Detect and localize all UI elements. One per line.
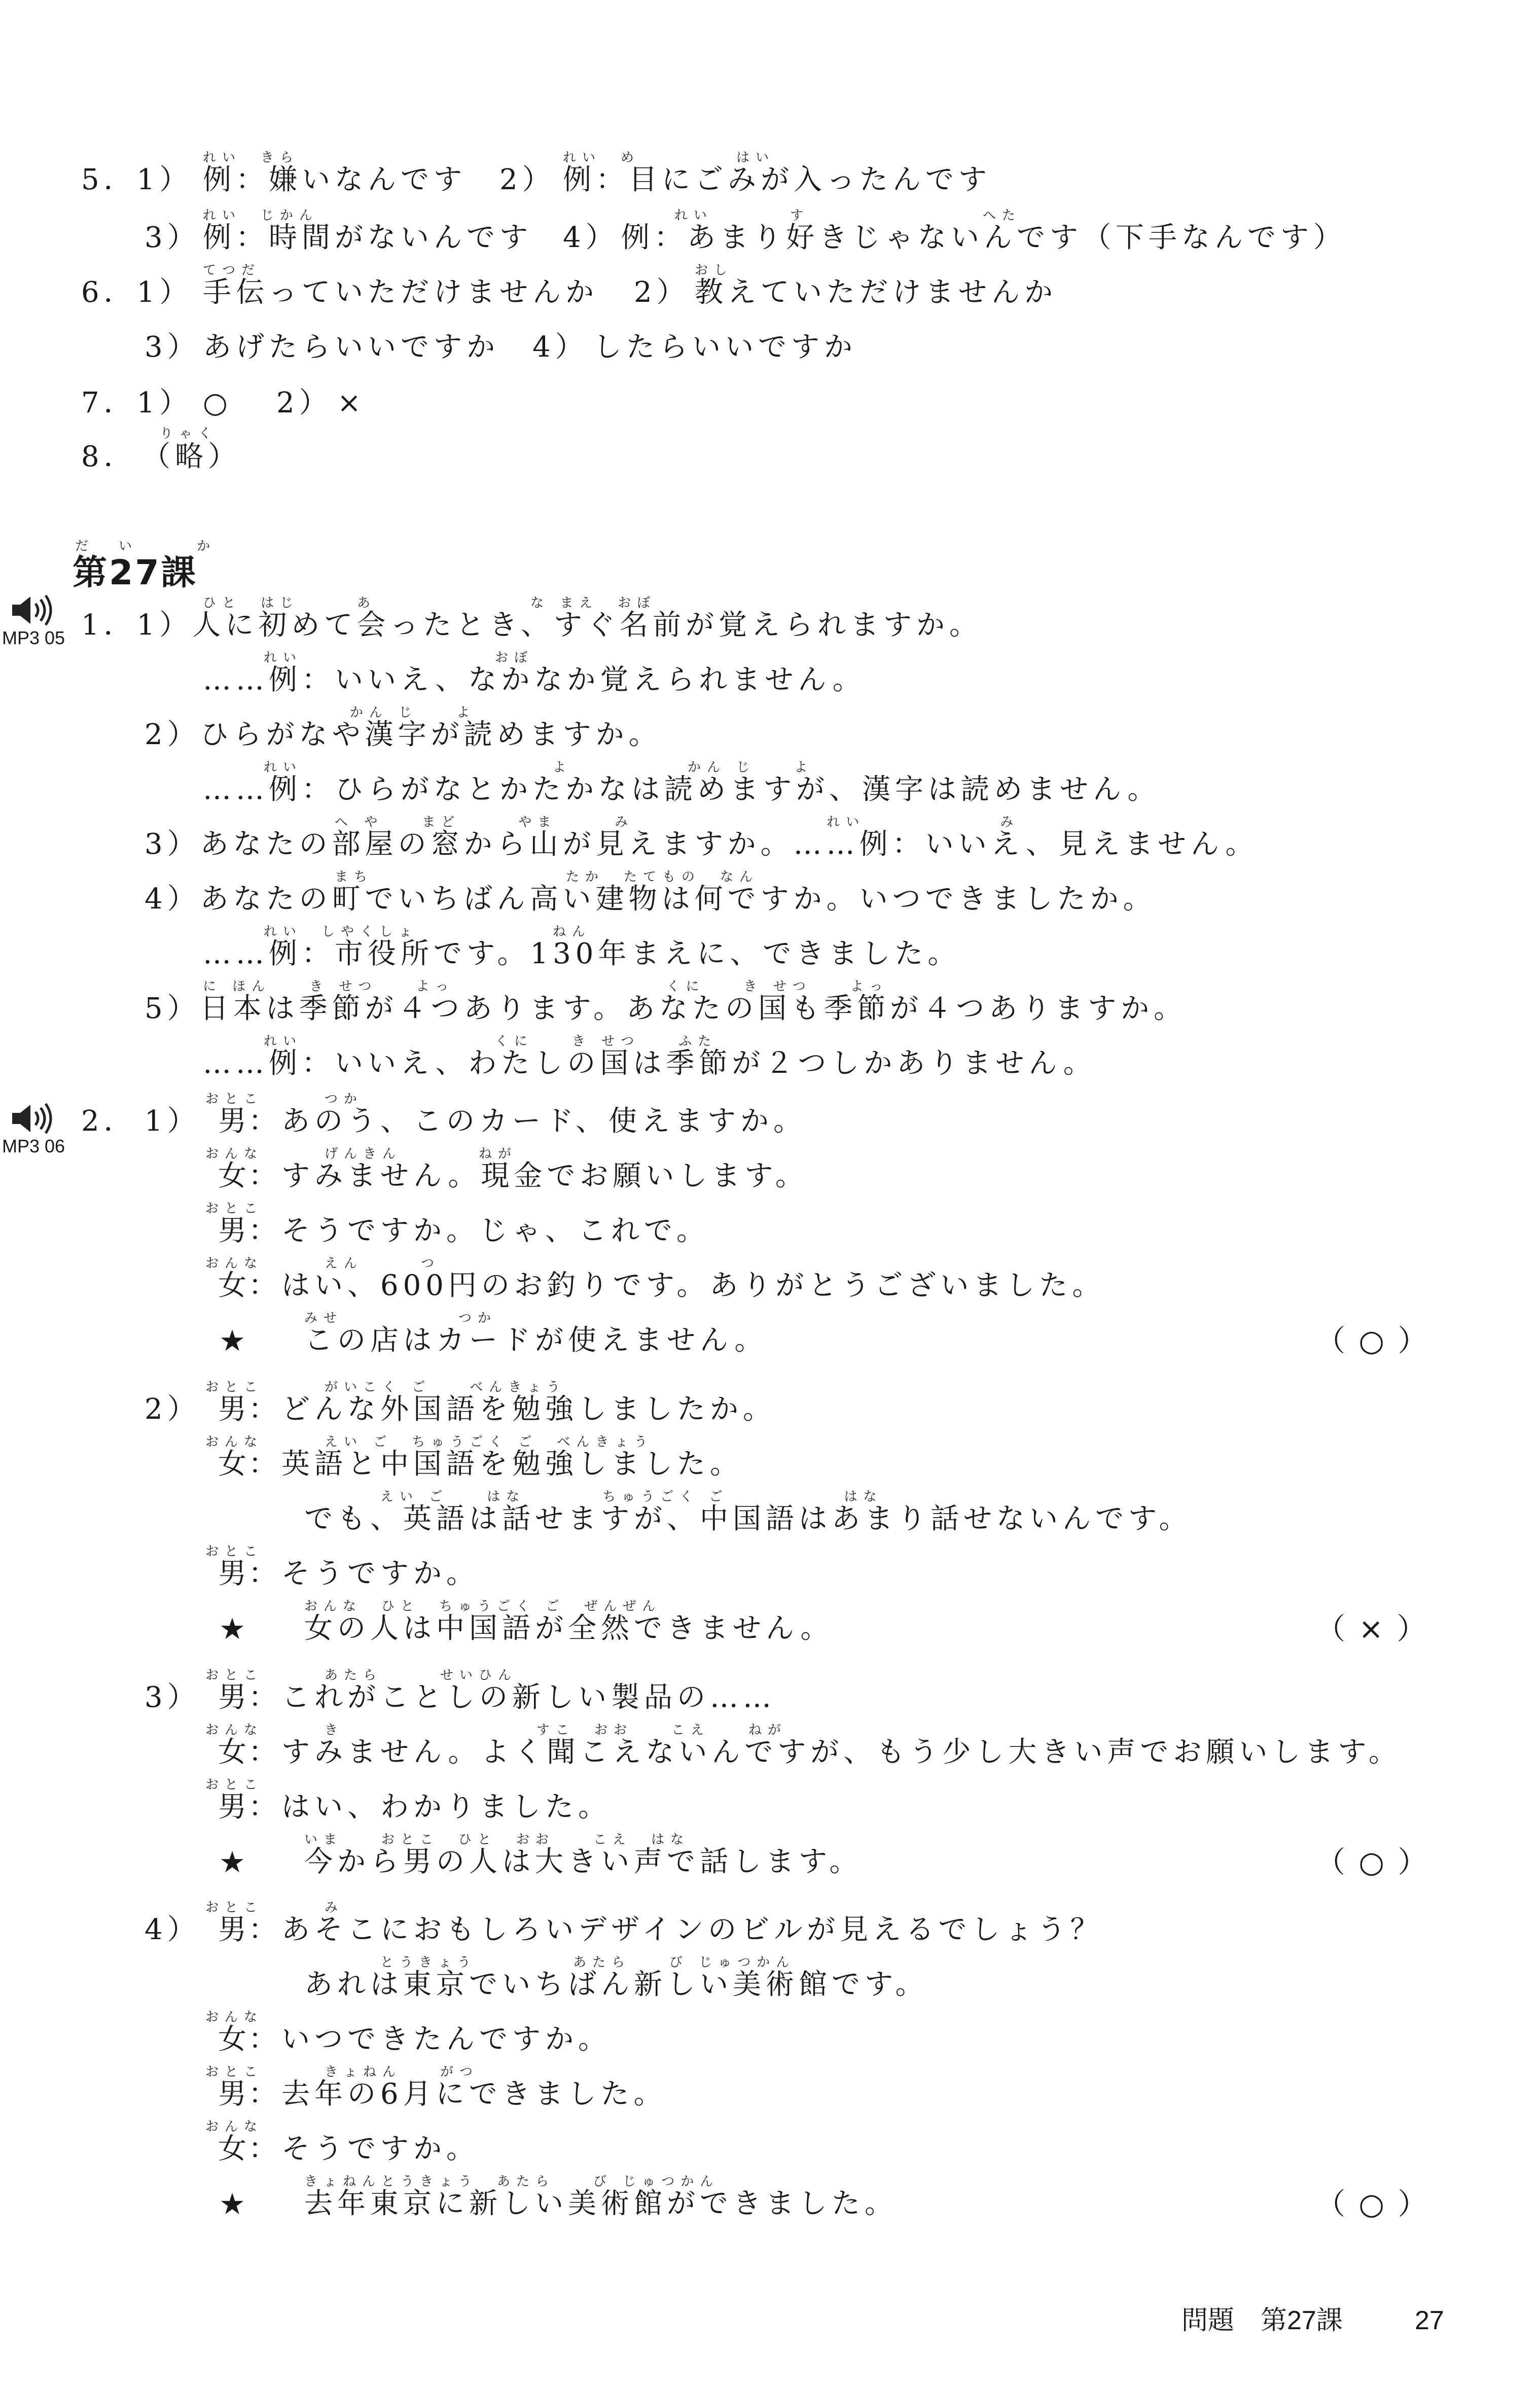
line-ruby: えい ご ちゅうごく ご べんきょう: [325, 1434, 654, 1450]
ruby: れい きら: [203, 150, 300, 165]
speaker-ruby: おとこ: [205, 2064, 264, 2080]
ruby: へ や まど やま み れい み: [335, 815, 1020, 830]
dialogue-number: 4）: [145, 1913, 200, 1946]
dialogue-line: ：去年の6月にできました。: [248, 2078, 667, 2111]
answer-6-1: 手伝っていただけませんか: [203, 276, 598, 309]
speaker-ruby: おとこ: [205, 1380, 264, 1395]
q1-line: ……例：いいえ、わたしの国は季節が２つしかありません。: [203, 1047, 1096, 1080]
answer-7-2-num: 2）: [276, 387, 332, 419]
answer-5-3-num: 3）: [145, 221, 200, 254]
speaker-label: 女: [218, 2132, 251, 2165]
ruby: かん じ よ: [350, 705, 476, 720]
star-icon: ★: [219, 1845, 245, 1879]
dialogue-line: ：あのう、このカード、使えますか。: [248, 1105, 806, 1138]
speaker-label: 男: [218, 1105, 251, 1138]
answer-5-4-num: 4）: [563, 221, 619, 254]
line-ruby: げんきん ねが: [325, 1146, 518, 1162]
answer-7-2: ×: [337, 387, 366, 419]
line-ruby: み: [325, 1900, 344, 1915]
answer-mark: （ ○ ）: [1316, 1845, 1429, 1879]
answer-mark: （ ○ ）: [1316, 1323, 1429, 1358]
answer-5-3: 例：時間がないんです: [203, 221, 532, 254]
answer-6-3: あげたらいいですか: [203, 331, 499, 364]
ruby: れい しやくしょ ねん: [264, 924, 592, 939]
answer-8-num: 8．: [81, 440, 137, 473]
dialogue-line: でも、英語は話せますが、中国語はあまり話せないんです。: [304, 1502, 1192, 1535]
lesson-title: 第27課: [73, 553, 198, 593]
star-icon: ★: [219, 2187, 245, 2221]
speaker-label: 男: [218, 2078, 251, 2111]
dialogue-line: ：あそこにおもしろいデザインのビルが見えるでしょう？: [248, 1913, 1103, 1946]
answer-5-2: 例：目にごみが入ったんです: [563, 163, 991, 196]
dialogue-line: ：そうですか。じゃ、これで。: [248, 1214, 709, 1247]
dialogue-number: 2）: [145, 1393, 200, 1426]
answer-6-4: したらいいですか: [593, 331, 857, 364]
q1-line: 2）ひらがなや漢字が読めますか。: [145, 718, 662, 751]
q1-line: ……例：いいえ、なかなか覚えられません。: [203, 663, 866, 696]
speaker-ruby: おとこ: [205, 1900, 264, 1915]
answer-6-3-num: 3）: [145, 331, 200, 364]
q1-line: 4）あなたの町でいちばん高い建物は何ですか。いつできましたか。: [145, 883, 1156, 916]
dialogue-line: あれは東京でいちばん新しい美術館です。: [304, 1968, 928, 2001]
statement-ruby: いま おとこ ひと おお こえ はな: [304, 1832, 690, 1847]
speaker-icon[interactable]: [9, 592, 54, 628]
speaker-label: 男: [218, 1214, 251, 1247]
q1-line: ……例：市役所です。130年まえに、できました。: [203, 937, 961, 970]
dialogue-line: ：これがことしの新しい製品の……: [248, 1681, 776, 1714]
speaker-ruby: おんな: [205, 1434, 264, 1450]
answer-5-1: 例：嫌いなんです: [203, 163, 467, 196]
speaker-label: 男: [218, 1681, 251, 1714]
answer-6-4-num: 4）: [532, 331, 588, 364]
ruby: れい くに き せつ ふた: [264, 1034, 718, 1049]
speaker-ruby: おんな: [205, 1146, 264, 1162]
speaker-label: 男: [218, 1393, 251, 1426]
line-ruby: えい ご はな ちゅうごく ご はな: [380, 1489, 883, 1504]
answer-7-num: 7．1）: [81, 387, 193, 419]
dialogue-line: ：そうですか。: [248, 2132, 479, 2165]
ruby: りゃく: [160, 426, 218, 441]
q1-line: ……例：ひらがなとかたかなは読めますが、漢字は読めません。: [203, 773, 1161, 806]
statement-ruby: きょねんとうきょう あたら び じゅつかん: [304, 2174, 720, 2189]
dialogue-number: 3）: [145, 1681, 200, 1714]
ruby: れい じかん: [203, 208, 319, 223]
line-ruby: とうきょう あたら び じゅつかん: [380, 1955, 796, 1970]
speaker-ruby: おんな: [205, 2119, 264, 2134]
answer-6-num: 6．1）: [81, 276, 193, 309]
footer-label: 問題 第27課: [1181, 2306, 1343, 2335]
answer-5-num: 5．1）: [81, 163, 193, 196]
statement-text: 今から男の人は大きい声で話します。: [304, 1845, 863, 1878]
line-ruby: きょねん がつ: [325, 2064, 479, 2080]
ruby: てつだ: [203, 263, 261, 278]
speaker-label: 男: [218, 1791, 251, 1824]
dialogue-number: 1）: [145, 1105, 200, 1138]
audio-track-label: MP3 05: [2, 627, 65, 648]
speaker-label: 男: [218, 1557, 251, 1590]
lesson-title-ruby: だい か: [75, 539, 241, 554]
q1-line: 1．1）人に初めて会ったとき、すぐ名前が覚えられますか。: [81, 609, 983, 642]
speaker-ruby: おんな: [205, 2010, 264, 2025]
speaker-icon[interactable]: [9, 1101, 54, 1136]
speaker-ruby: おとこ: [205, 1777, 264, 1793]
line-ruby: つか: [325, 1092, 364, 1107]
q2-number: 2．: [81, 1105, 137, 1138]
speaker-label: 女: [218, 1448, 251, 1481]
speaker-label: 女: [218, 2023, 251, 2056]
answer-mark: （ × ）: [1316, 1611, 1428, 1646]
line-ruby: えん つ: [325, 1256, 441, 1271]
answer-6-2: 教えていただけませんか: [695, 276, 1057, 309]
statement-text: 女の人は中国語が全然できません。: [304, 1612, 834, 1645]
dialogue-line: ：はい、わかりました。: [248, 1791, 611, 1824]
ruby: れい め はい: [563, 150, 775, 165]
ruby: に ほん き せつ よっ くに き せつ よっ: [203, 979, 889, 994]
statement-ruby: おんな ひと ちゅうごく ご ぜんぜん: [304, 1599, 662, 1614]
dialogue-line: ：どんな外国語を勉強しましたか。: [248, 1393, 776, 1426]
ruby: れい す へた: [674, 208, 1022, 223]
speaker-label: 男: [218, 1913, 251, 1946]
q1-line: 5）日本は季節が４つあります。あなたの国も季節が４つありますか。: [145, 992, 1187, 1025]
speaker-ruby: おんな: [205, 1256, 264, 1271]
speaker-label: 女: [218, 1736, 251, 1769]
dialogue-line: ：すみません。現金でお願いします。: [248, 1160, 808, 1193]
answer-8-1: （略）: [142, 440, 241, 473]
ruby: れい おぼ: [264, 650, 534, 665]
speaker-ruby: おとこ: [205, 1201, 264, 1216]
q1-line: 3）あなたの部屋の窓から山が見えますか。……例：いいえ、見えません。: [145, 828, 1259, 861]
answer-6-2-num: 2）: [634, 276, 690, 309]
page-number: 27: [1415, 2306, 1444, 2335]
dialogue-line: ：英語と中国語を勉強しました。: [248, 1448, 743, 1481]
line-ruby: がいこく ご べんきょう: [325, 1380, 566, 1395]
speaker-label: 女: [218, 1160, 251, 1193]
dialogue-line: ：いつできたんですか。: [248, 2023, 611, 2056]
speaker-ruby: おんな: [205, 1723, 264, 1738]
statement-ruby: みせ つか: [304, 1311, 497, 1326]
star-icon: ★: [219, 1611, 245, 1646]
speaker-ruby: おとこ: [205, 1544, 264, 1559]
answer-5-2-num: 2）: [499, 163, 555, 196]
speaker-ruby: おとこ: [205, 1092, 264, 1107]
dialogue-line: ：すみません。よく聞こえないんですが、もう少し大きい声でお願いします。: [248, 1736, 1402, 1769]
speaker-label: 女: [218, 1269, 251, 1302]
answer-mark: （ ○ ）: [1316, 2187, 1429, 2221]
statement-text: 去年東京に新しい美術館ができました。: [304, 2187, 898, 2220]
ruby: おし: [695, 263, 734, 278]
dialogue-line: ：そうですか。: [248, 1557, 479, 1590]
ruby: れい よ かん じ よ: [264, 760, 814, 775]
star-icon: ★: [219, 1323, 245, 1358]
audio-track-label: MP3 06: [2, 1136, 65, 1156]
answer-7-1: ○: [203, 387, 232, 419]
answer-5-4: 例：あまり好きじゃないんです（下手なんです）: [621, 221, 1346, 254]
speaker-ruby: おとこ: [205, 1668, 264, 1683]
line-ruby: あたら せいひん: [325, 1668, 518, 1683]
line-ruby: き すこ おお こえ ねが: [325, 1723, 787, 1738]
dialogue-line: ：はい、600円のお釣りです。ありがとうございました。: [248, 1269, 1105, 1302]
statement-text: この店はカードが使えません。: [304, 1324, 768, 1357]
ruby: ひと はじ あ な まえ おぼ: [203, 595, 657, 611]
ruby: まち たか たてもの なん: [335, 869, 759, 885]
